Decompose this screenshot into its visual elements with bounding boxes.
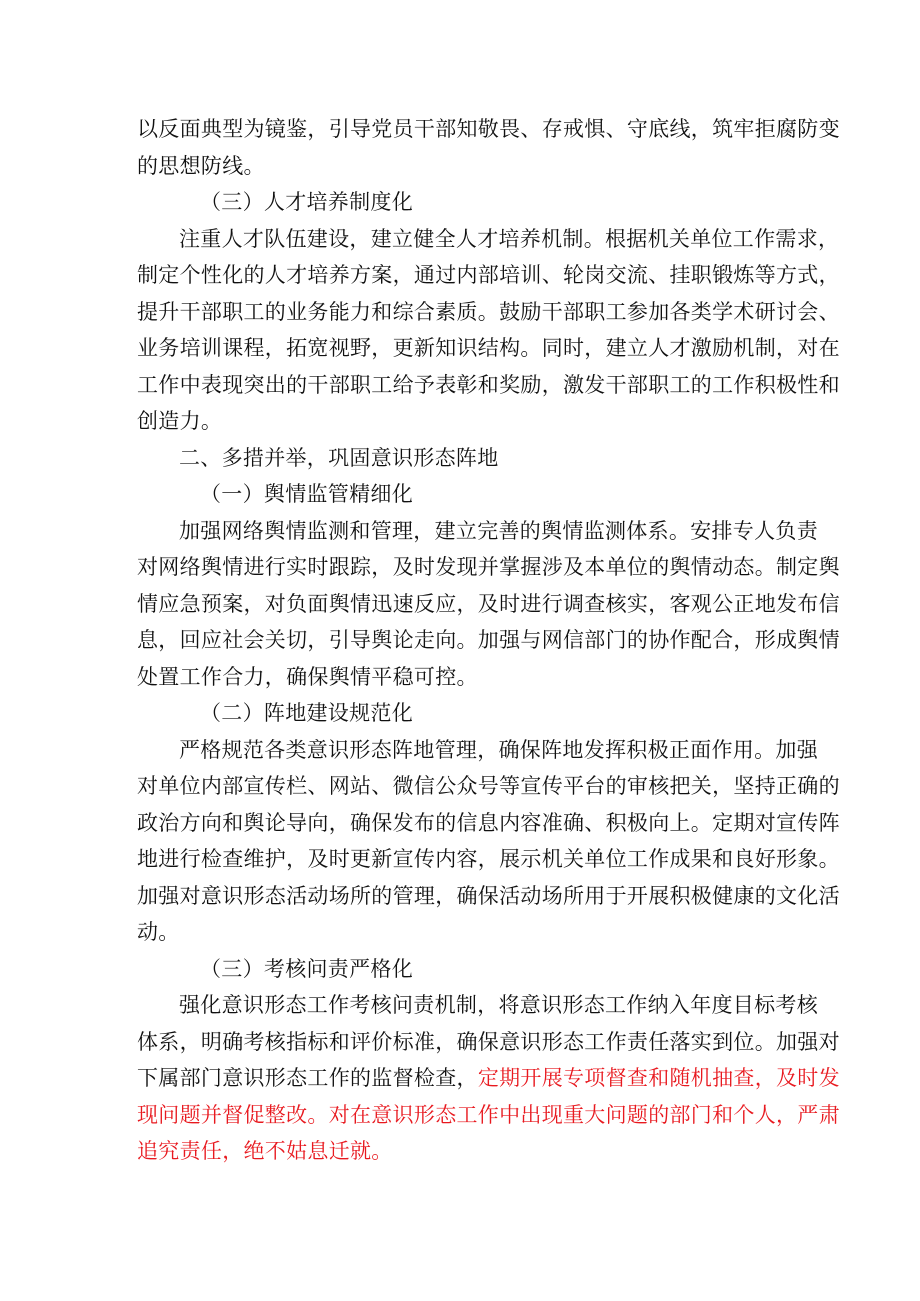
text-line: 对单位内部宣传栏、网站、微信公众号等宣传平台的审核把关，坚持正确的 (137, 774, 840, 798)
heading-section-two: 二、多措并举，巩固意识形态阵地 (179, 445, 499, 470)
heading-opinion-monitoring: （一）舆情监管精细化 (200, 482, 413, 506)
text-line: 提升干部职工的业务能力和综合素质。鼓励干部职工参加各类学术研讨会、 (137, 299, 840, 324)
heading-assessment: （三）考核问责严格化 (200, 956, 413, 981)
text-line: 加强对意识形态活动场所的管理，确保活动场所用于开展积极健康的文化活 (137, 883, 840, 908)
text-line: 业务培训课程，拓宽视野，更新知识结构。同时，建立人才激励机制，对在 (137, 336, 840, 360)
highlighted-text-line: 现问题并督促整改。对在意识形态工作中出现重大问题的部门和个人，严肃 (137, 1102, 840, 1127)
text-line: 的思想防线。 (137, 153, 265, 178)
text-line: 政治方向和舆论导向，确保发布的信息内容准确、积极向上。定期对宣传阵 (137, 810, 840, 835)
text-line: 动。 (137, 920, 180, 944)
text-line: 创造力。 (137, 409, 223, 433)
text-segment: 下属部门意识形态工作的监督检查， (137, 1066, 478, 1090)
highlighted-text-line: 追究责任，绝不姑息迁就。 (137, 1139, 393, 1163)
text-line: 制定个性化的人才培养方案，通过内部培训、轮岗交流、挂职锻炼等方式， (137, 263, 840, 287)
text-line-mixed (137, 1060, 840, 1097)
heading-position-building: （二）阵地建设规范化 (200, 701, 413, 725)
highlighted-text: 定期开展专项督查和随机抽查，及时发 (477, 1066, 840, 1090)
text-line: 情应急预案，对负面舆情迅速反应，及时进行调查核实，客观公正地发布信 (137, 591, 840, 616)
paragraph-opinion-monitoring (137, 513, 840, 696)
text-line: 注重人才队伍建设，建立健全人才培养机制。根据机关单位工作需求， (179, 226, 840, 251)
text-line: 地进行检查维护，及时更新宣传内容，展示机关单位工作成果和良好形象。 (137, 847, 840, 871)
paragraph-talent-training (137, 221, 840, 440)
text-line: 对网络舆情进行实时跟踪，及时发现并掌握涉及本单位的舆情动态。制定舆 (137, 555, 840, 579)
text-line: 工作中表现突出的干部职工给予表彰和奖励，激发干部职工的工作积极性和 (137, 372, 840, 397)
text-line: 处置工作合力，确保舆情平稳可控。 (137, 664, 478, 689)
text-line: 强化意识形态工作考核问责机制，将意识形态工作纳入年度目标考核 (179, 993, 818, 1017)
text-line: 息，回应社会关切，引导舆论走向。加强与网信部门的协作配合，形成舆情 (137, 628, 840, 652)
heading-talent-training: （三）人才培养制度化 (200, 190, 413, 214)
document-page (137, 111, 840, 1170)
paragraph-intro (137, 111, 840, 184)
text-line: 体系，明确考核指标和评价标准，确保意识形态工作责任落实到位。加强对 (137, 1029, 840, 1054)
text-line: 以反面典型为镜鉴，引导党员干部知敬畏、存戒惧、守底线，筑牢拒腐防变 (137, 117, 840, 141)
text-line: 严格规范各类意识形态阵地管理，确保阵地发挥积极正面作用。加强 (179, 737, 818, 762)
paragraph-position-building (137, 732, 840, 951)
paragraph-assessment (137, 987, 840, 1170)
text-line: 加强网络舆情监测和管理，建立完善的舆情监测体系。安排专人负责 (179, 518, 818, 543)
